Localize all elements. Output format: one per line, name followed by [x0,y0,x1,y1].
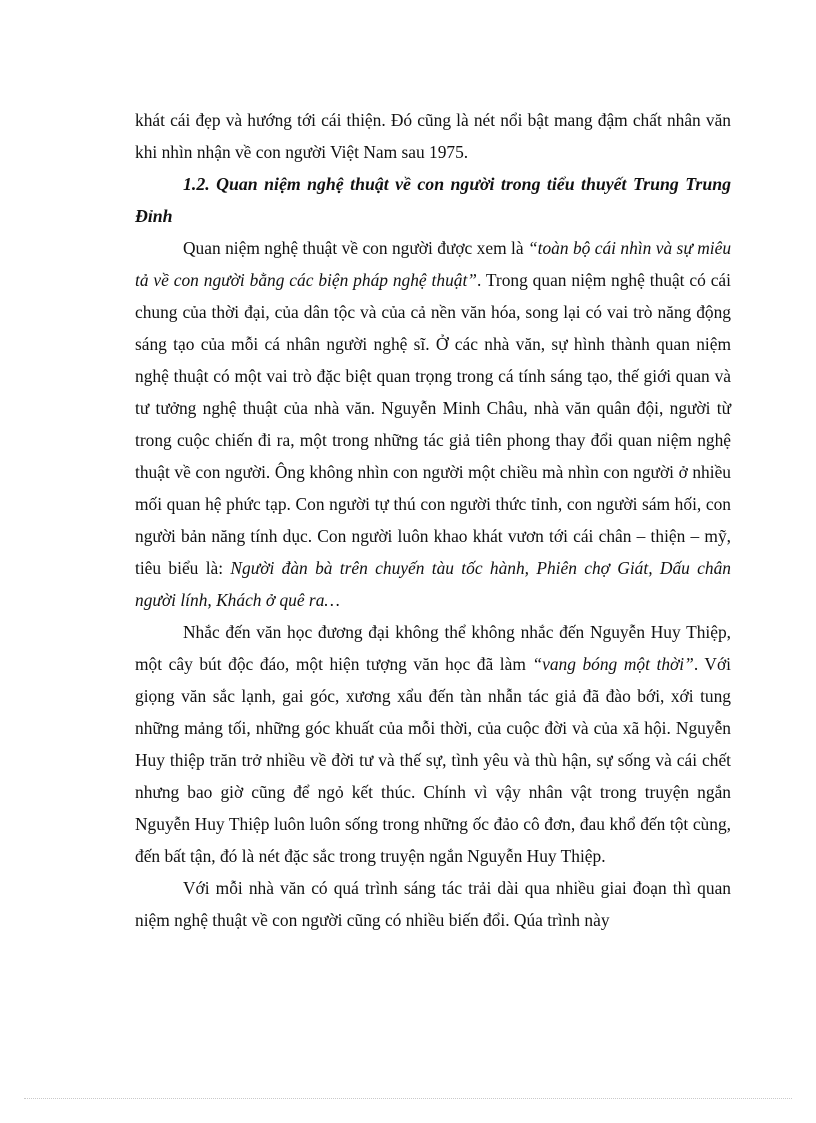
paragraph-intro: Quan niệm nghệ thuật về con người được xem là [183,238,528,258]
definition-quote: “toàn bộ cái nhìn và sự miêu tả về con người bằng các biện pháp nghệ thuật” [135,238,732,290]
paragraph-evolution: Với mỗi nhà văn có quá trình sáng tác trải dài qua nhiều giai đoạn thì quan niệm nghệ thuật về con người cũng có nhiều biến đổi. Qúa trình này [135,878,731,930]
paragraph-artistic-conception [135,232,731,616]
paragraph-continuation: khát cái đẹp và hướng tới cái thiện. Đó cũng là nét nổi bật mang đậm chất nhân văn khi nhìn nhận về con người Việt Nam sau 1975. [135,110,731,162]
page-footer-divider [24,1098,792,1099]
phrase-quote: “vang bóng một thời” [532,654,694,674]
section-heading: 1.2. Quan niệm nghệ thuật về con người trong tiểu thuyết Trung Trung Đỉnh [135,174,731,226]
paragraph-nguyen-huy-thiep [135,616,731,872]
document-body [135,104,731,936]
paragraph-body: . Với giọng văn sắc lạnh, gai góc, xương xẩu đến tàn nhẫn tác giả đã đào bới, xới tung những mảng tối, những góc khuất của mỗi thời, của cuộc đời và của xã hội. Nguyễn Huy thiệp trăn trở nhiều về đời tư và thế sự, tình yêu và thù hận, sự sống và cái chết nhưng bao giờ cũng để ngỏ kết thúc. Chính vì vậy nhân vật trong truyện ngắn Nguyễn Huy Thiệp luôn luôn sống trong những ốc đảo cô đơn, đau khổ đến tột cùng, đến bất tận, đó là nét đặc sắc trong truyện ngắn Nguyễn Huy Thiệp. [135,654,732,866]
works-list: Người đàn bà trên chuyến tàu tốc hành, Phiên chợ Giát, Dấu chân người lính, Khách ở quê ra… [135,558,731,610]
paragraph-body: . Trong quan niệm nghệ thuật có cái chung của thời đại, của dân tộc và của cả nền văn hóa, song lại có vai trò năng động sáng tạo của mỗi cá nhân người nghệ sĩ. Ở các nhà văn, sự hình thành quan niệm nghệ thuật có một vai trò đặc biệt quan trọng trong cá tính sáng tạo, thế giới quan và tư tưởng nghệ thuật của nhà văn. Nguyễn Minh Châu, nhà văn quân đội, người từ trong cuộc chiến đi ra, một trong những tác giả tiên phong thay đổi quan niệm nghệ thuật về con người. Ông không nhìn con người một chiều mà nhìn con người ở nhiều mối quan hệ phức tạp. Con người tự thú con người thức tỉnh, con người sám hối, con người bản năng tính dục. Con người luôn khao khát vươn tới cái chân – thiện – mỹ, tiêu biểu là: [135,270,731,578]
paragraph-intro: Nhắc đến văn học đương đại không thể không nhắc đến Nguyễn Huy Thiệp, một cây bút độc đáo, một hiện tượng văn học đã làm [135,622,731,674]
